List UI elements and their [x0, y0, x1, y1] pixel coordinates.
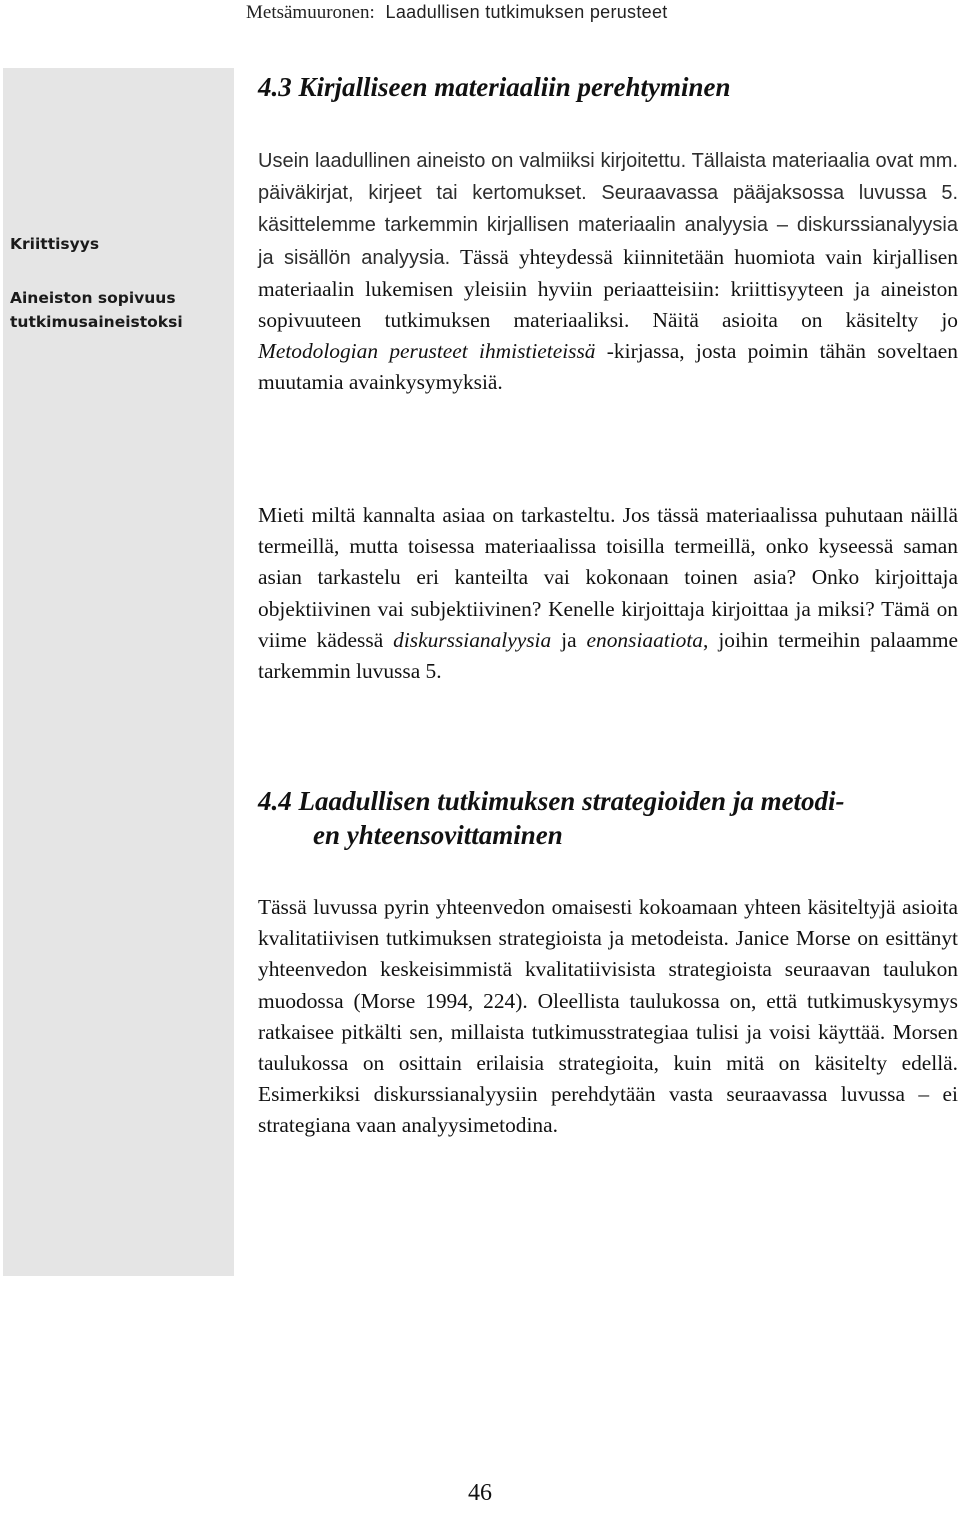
paragraph-4-3-1-serif-part-a: Tässä yhteydessä kiinnitetään huomiota vain kirjallisen materiaalin lukemisen yleisiin hyviin periaatteisiin: kriittisyyteen ja aineiston sopivuuteen tutkimuksen materiaaliksi. Näitä asioita on käsitelty jo: [258, 244, 958, 333]
term-enonsiaatiota: enonsiaatiota: [586, 627, 704, 652]
sidebar-label-tutkimusaineistoksi: tutkimusaineistoksi: [10, 313, 183, 331]
paragraph-4-4-1: Tässä luvussa pyrin yhteenvedon omaisesti kokoamaan yhteen käsiteltyjä asioita kvalitatiivisen tutkimuksen strategioista ja metodeista. Janice Morse on esittänyt yhteenvedon keskeisimmistä kvalitatiivisista strategioista seuraavan taulukon muodossa (Morse 1994, 224). Oleellista taulukossa on, että tutkimuskysymys ratkaisee pitkälti sen, millaista tutkimusstrategiaa tulisi ja voisi käyttää. Morsen taulukossa on osittain erilaisia strategioita, kuin mitä on käsitelty edellä. Esimerkiksi diskurssianalyysiin perehdytään vasta seuraavassa luvussa – ei strategiana vaan analyysimetodina.: [258, 895, 958, 1138]
book-title-italic: Metodologian perusteet ihmistieteissä: [258, 339, 596, 364]
margin-sidebar: [3, 68, 234, 1276]
paragraph-4-3-1-sans-part: Usein laadullinen aineisto on valmiiksi kirjoitettu. Tällaista materiaalia ovat mm. päiväkirjat, kirjeet tai kertomukset. Seuraavassa pääjaksossa luvussa 5. käsittelemme tarkemmin kirjallisen materiaalin analyysia – diskurssianalyysia ja sisällön analyysia.: [258, 150, 958, 269]
paragraph-4-3-2-part-c: , joihin termeihin palaamme tarkemmin luvussa 5.: [258, 627, 958, 684]
header-author: Metsämuuronen:: [246, 2, 375, 23]
term-diskurssianalyysia: diskurssianalyysia: [393, 627, 552, 652]
section-heading-4-4-line1: 4.4 Laadullisen tutkimuksen strategioiden ja metodi-: [258, 786, 845, 816]
header-title: Laadullisen tutkimuksen perusteet: [385, 2, 668, 22]
section-heading-4-4: [258, 784, 958, 852]
running-header: [246, 0, 668, 25]
paragraph-4-3-2: [258, 500, 958, 687]
sidebar-label-aineiston-sopivuus: Aineiston sopivuus: [10, 289, 176, 307]
section-heading-4-4-line2: en yhteensovittaminen: [313, 820, 563, 850]
paragraph-4-3-1: [258, 145, 958, 399]
section-heading-4-3: 4.3 Kirjalliseen materiaaliin perehtyminen: [258, 72, 731, 102]
page-number: 46: [468, 1480, 492, 1506]
paragraph-4-3-2-part-b: ja: [551, 627, 587, 652]
paragraph-4-3-2-part-a: Mieti miltä kannalta asiaa on tarkasteltu. Jos tässä materiaalissa puhutaan näillä termeillä, mutta toisessa materiaalissa toisilla termeillä, onko kyseessä saman asian tarkastelu eri kanteilta vai kokonaan toinen asia? Onko kirjoittaja objektiivinen vai subjektiivinen? Kenelle kirjoittaja kirjoittaa ja miksi? Tämä on viime kädessä: [258, 503, 958, 652]
paragraph-4-3-1-serif-part-b: -kirjassa, josta poimin tähän soveltaen muutamia avainkysymyksiä.: [258, 339, 958, 395]
sidebar-label-kriittisyys: Kriittisyys: [10, 235, 100, 253]
